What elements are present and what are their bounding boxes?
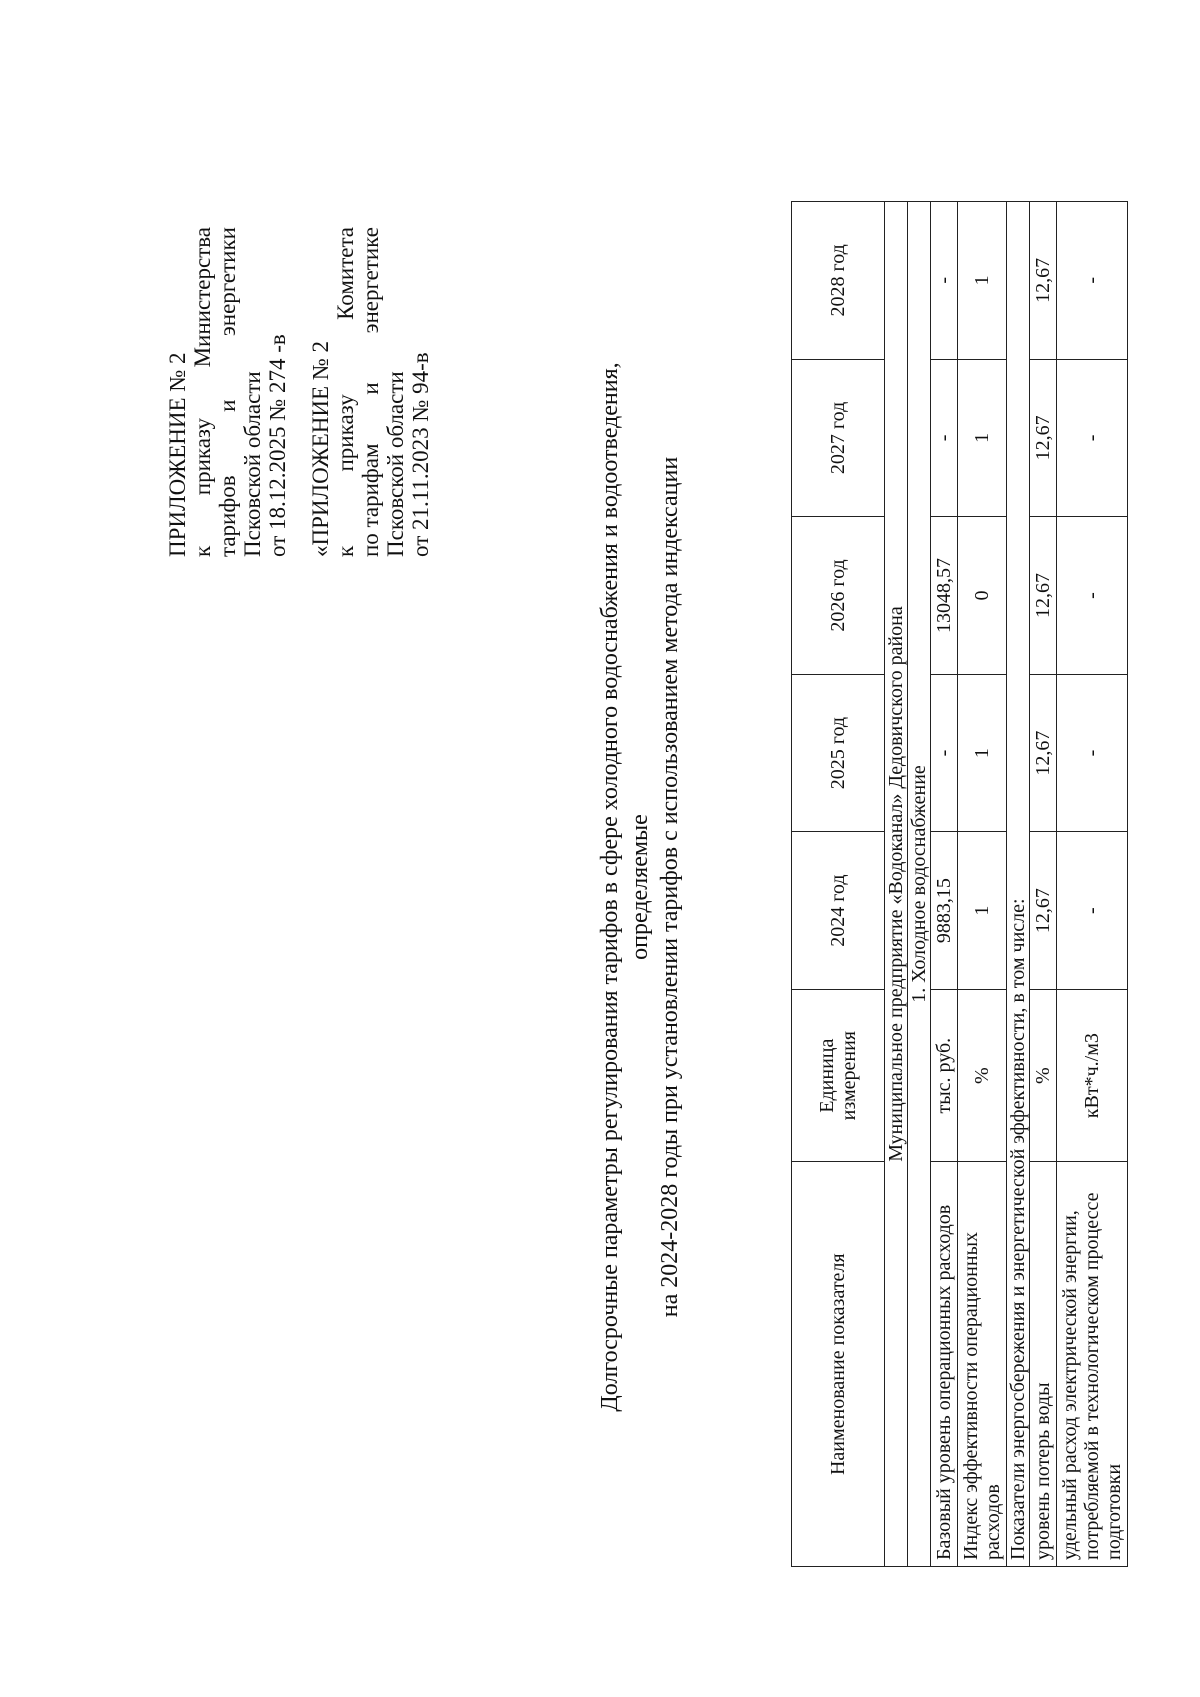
enterprise-row — [885, 202, 908, 1567]
header-2025: 2025 год — [792, 674, 885, 832]
row-value-2024: 1 — [958, 832, 1007, 990]
row-name: Индекс эффективности операционных расходов — [958, 1162, 1007, 1567]
parameters-table-wrapper — [791, 201, 1128, 1567]
appendix-new — [165, 227, 290, 557]
table-row — [1030, 202, 1057, 1567]
row-value-2024: 9883,15 — [931, 832, 958, 990]
title-line-3: на 2024-2028 годы при установлении тарифов с использованием метода индексации — [657, 456, 683, 1318]
row-name: Базовый уровень операционных расходов — [931, 1162, 958, 1567]
appendix-new-line4: Псковской области — [240, 371, 265, 557]
text: Министерства — [190, 227, 215, 368]
text: энергетики — [215, 227, 240, 337]
title-line-1: Долгосрочные параметры регулирования тарифов в сфере холодного водоснабжения и водоотведения, — [597, 362, 623, 1412]
row-unit: % — [1030, 989, 1057, 1161]
section-row — [908, 202, 931, 1567]
table-row — [1057, 202, 1128, 1567]
header-2026: 2026 год — [792, 517, 885, 675]
row-value-2027: - — [931, 359, 958, 517]
row-value-2027: - — [1057, 359, 1128, 517]
energy-section-title: Показатели энергосбережения и энергетической эффективности, в том числе: — [1007, 202, 1030, 1567]
text: к — [333, 545, 358, 557]
appendix-old-line4: Псковской области — [383, 371, 408, 557]
text: по тарифам — [358, 443, 383, 557]
row-value-2025: 1 — [958, 674, 1007, 832]
text: и — [215, 399, 240, 412]
row-value-2028: 12,67 — [1030, 202, 1057, 360]
text: энергетике — [358, 227, 383, 334]
appendix-new-line2 — [190, 227, 215, 557]
parameters-table — [791, 201, 1128, 1567]
appendix-new-title: ПРИЛОЖЕНИЕ № 2 — [165, 352, 190, 557]
appendix-old-date: от 21.11.2023 № 94-в — [408, 352, 433, 557]
row-unit: кВт*ч./м3 — [1057, 989, 1128, 1161]
row-value-2026: - — [1057, 517, 1128, 675]
table-header-row — [792, 202, 885, 1567]
header-2027: 2027 год — [792, 359, 885, 517]
text: приказу — [190, 417, 215, 496]
text: и — [358, 382, 383, 395]
row-value-2025: 12,67 — [1030, 674, 1057, 832]
table-row — [931, 202, 958, 1567]
row-value-2028: - — [931, 202, 958, 360]
row-value-2028: - — [1057, 202, 1128, 360]
appendix-header — [165, 227, 451, 557]
row-name: уровень потерь воды — [1030, 1162, 1057, 1567]
row-value-2025: - — [931, 674, 958, 832]
header-2028: 2028 год — [792, 202, 885, 360]
title-line-2: определяемые — [627, 814, 653, 960]
header-unit: Единица измерения — [792, 989, 885, 1161]
row-value-2024: - — [1057, 832, 1128, 990]
row-value-2024: 12,67 — [1030, 832, 1057, 990]
energy-section-row — [1007, 202, 1030, 1567]
row-value-2026: 0 — [958, 517, 1007, 675]
appendix-old-line3 — [358, 227, 383, 557]
document-title — [595, 207, 685, 1567]
section-title: 1. Холодное водоснабжение — [908, 202, 931, 1567]
table-row — [958, 202, 1007, 1567]
text: тарифов — [215, 475, 240, 557]
row-unit: тыс. руб. — [931, 989, 958, 1161]
row-value-2025: - — [1057, 674, 1128, 832]
row-unit: % — [958, 989, 1007, 1161]
text: Комитета — [333, 227, 358, 320]
appendix-old — [308, 227, 433, 557]
header-2024: 2024 год — [792, 832, 885, 990]
appendix-old-line2 — [333, 227, 358, 557]
row-value-2026: 13048,57 — [931, 517, 958, 675]
text: к — [190, 545, 215, 557]
appendix-old-title: «ПРИЛОЖЕНИЕ № 2 — [308, 340, 333, 557]
row-value-2027: 1 — [958, 359, 1007, 517]
row-value-2026: 12,67 — [1030, 517, 1057, 675]
row-value-2028: 1 — [958, 202, 1007, 360]
enterprise-name: Муниципальное предприятие «Водоканал» Дедовичского района — [885, 202, 908, 1567]
header-name: Наименование показателя — [792, 1162, 885, 1567]
row-value-2027: 12,67 — [1030, 359, 1057, 517]
text: приказу — [333, 394, 358, 472]
row-name: удельный расход электрической энергии, потребляемой в технологическом процессе подготовки — [1057, 1162, 1128, 1567]
appendix-new-line3 — [215, 227, 240, 557]
appendix-new-date: от 18.12.2025 № 274 -в — [265, 334, 290, 557]
